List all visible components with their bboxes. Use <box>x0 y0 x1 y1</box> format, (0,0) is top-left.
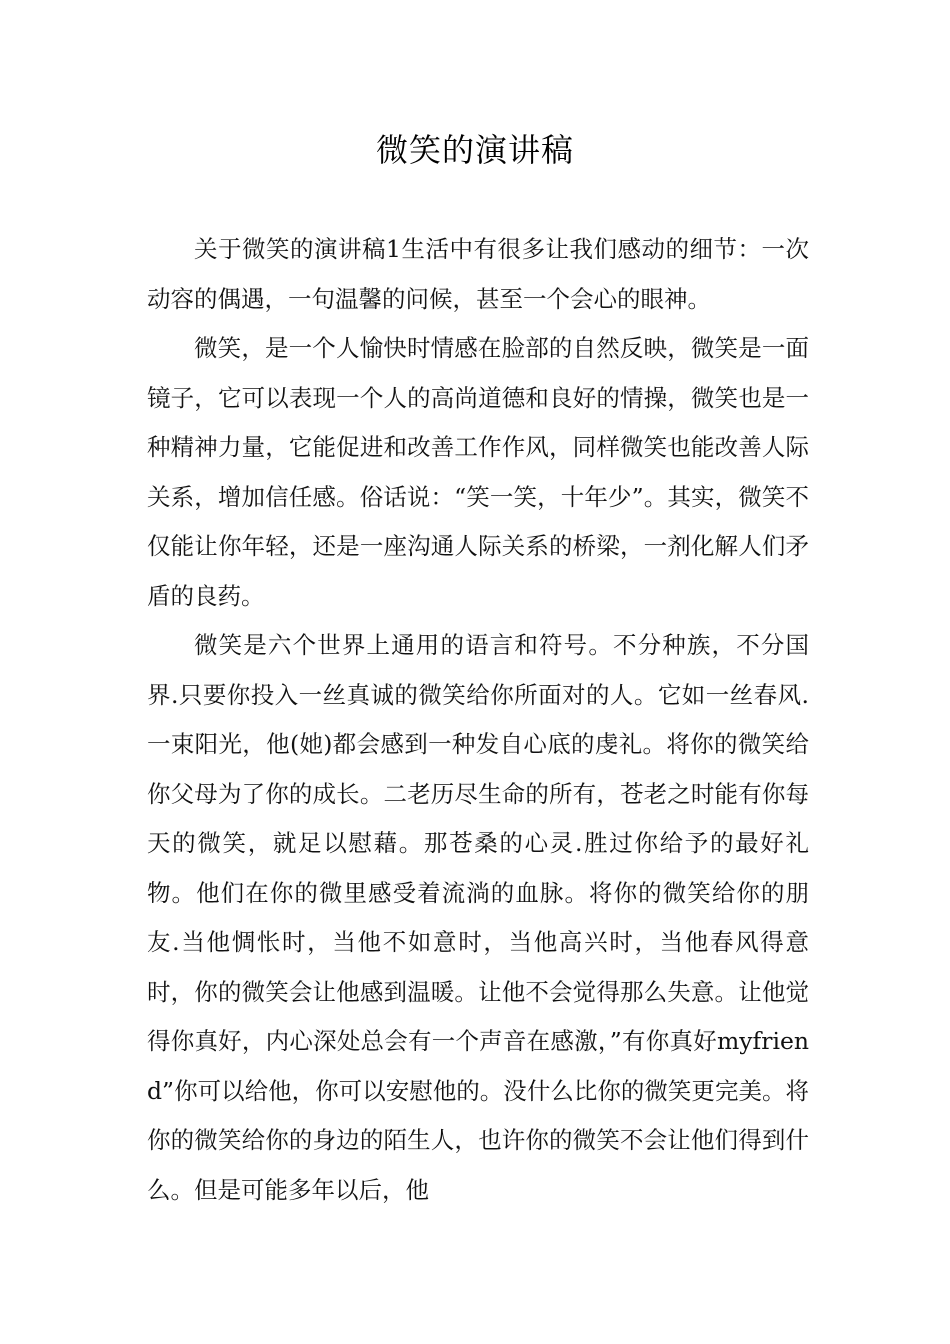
paragraph-2: 微笑，是一个人愉快时情感在脸部的自然反映，微笑是一面镜子，它可以表现一个人的高尚道德和良好的情操，微笑也是一种精神力量，它能促进和改善工作作风，同样微笑也能改善人际关系，增加信任感。俗话说：“笑一笑，十年少”。其实，微笑不仅能让你年轻，还是一座沟通人际关系的桥梁，一剂化解人们矛盾的良药。 <box>147 334 809 610</box>
paragraph-3: 微笑是六个世界上通用的语言和符号。不分种族，不分国界.只要你投入一丝真诚的微笑给你所面对的人。它如一丝春风.一束阳光，他(她)都会感到一种发自心底的虔礼。将你的微笑给你父母为了你的成长。二老历尽生命的所有，苍老之时能有你每天的微笑，就足以慰藉。那苍桑的心灵.胜过你给予的最好礼物。他们在你的微里感受着流淌的血脉。将你的微笑给你的朋友.当他惆怅时，当他不如意时，当他高兴时，当他春风得意时，你的微笑会让他感到温暖。让他不会觉得那么失意。让他觉得你真好，内心深处总会有一个声音在感激，”有你真好myfriend”你可以给他，你可以安慰他的。没什么比你的微笑更完美。将你的微笑给你的身边的陌生人，也许你的微笑不会让他们得到什么。但是可能多年以后，他 <box>147 631 809 1204</box>
document-body <box>147 225 809 1215</box>
document-title: 微笑的演讲稿 <box>375 131 574 169</box>
paragraph-1: 关于微笑的演讲稿1生活中有很多让我们感动的细节：一次动容的偶遇，一句温馨的问候，甚至一个会心的眼神。 <box>147 235 809 313</box>
